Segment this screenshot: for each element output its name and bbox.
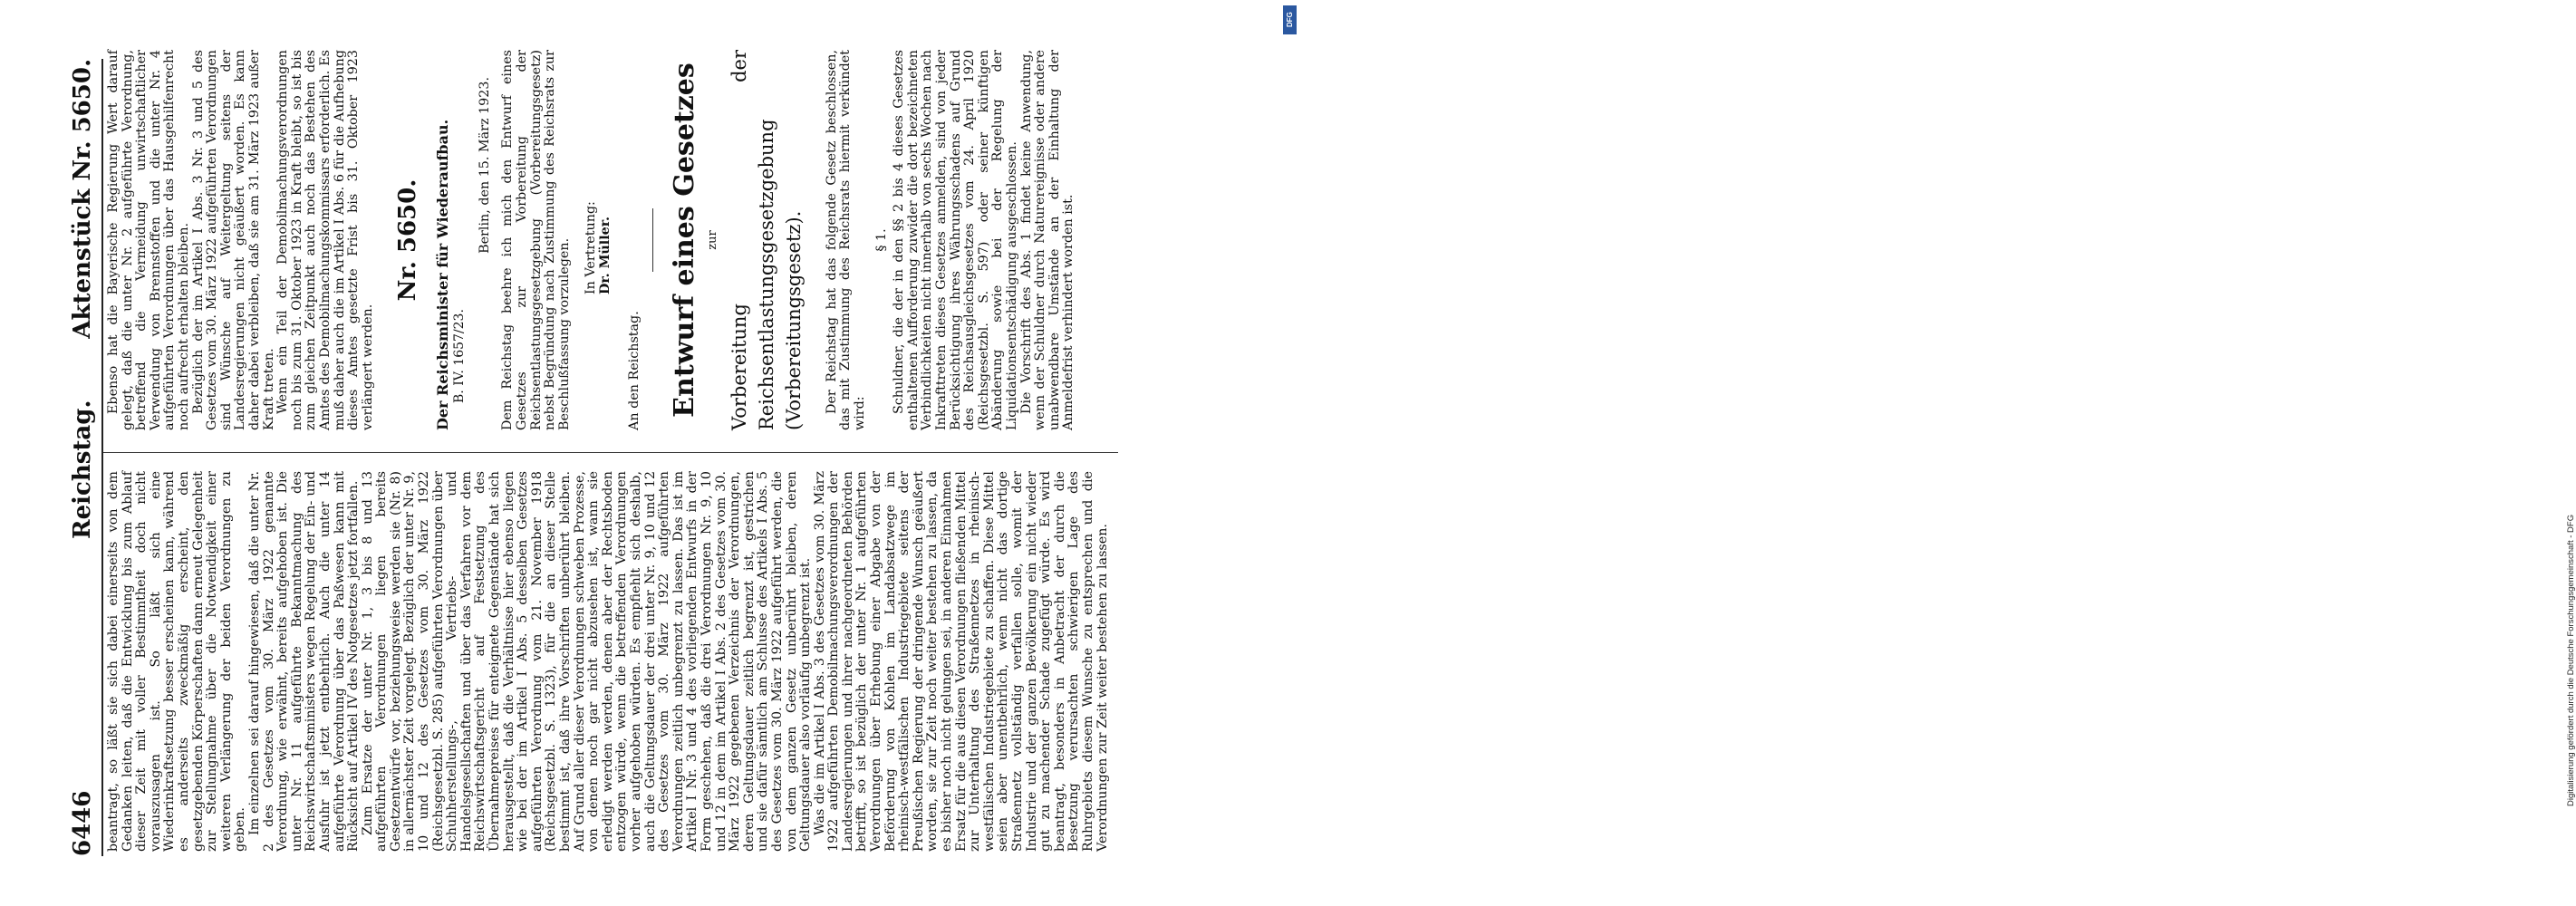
draft-title: Entwurf eines Gesetzes <box>669 63 701 418</box>
header-rule <box>101 59 103 856</box>
signature-line-1: In Vertretung: <box>584 201 599 294</box>
section-heading: § 1. <box>873 228 889 252</box>
document-number-title: Nr. 5650. <box>394 178 422 302</box>
right-column <box>107 50 1122 430</box>
dfg-logo-text: DFG <box>1286 12 1294 27</box>
left-paragraph: beantragt, so läßt sie sich dabei einerseits von dem Gedanken leiten, daß die Entwicklung bis zum Ablauf dieser Zeit mit voller Bestimmtheit doch nicht vorauszusagen ist. So läßt sich eine Wiederinkraftsetzung besser erscheinen kann, während es anderseits zweckmäßig erscheint, den gesetzgebenden Körperschaften dann erneut Gelegenheit zur Stellungnahme über die Notwendigkeit einer weiteren Verlängerung der beiden Verordnungen zu geben. <box>106 471 248 852</box>
column-divider <box>103 452 1118 453</box>
digitization-sidenote <box>1280 0 2576 906</box>
left-column <box>107 471 1122 852</box>
section-paragraph: Schuldner, die der in den §§ 2 bis 4 dieses Gesetzes enthaltenen Aufforderung zuwider die dort bezeichneten Verbindlichkeiten nicht innerhalb von sechs Wochen nach Inkrafttreten dieses Gesetzes anmelden, sind von jeder Berücksichtigung ihres Währungsschadens auf Grund des Reichsausgleichsgesetzes vom 24. April 1920 (Reichsgesetzbl. S. 597) oder seiner künftigen Abänderung sowie bei der Regelung der Liquidationsentschädigung ausgeschlossen. <box>892 49 1019 430</box>
right-intro-paragraph: Ebenso hat die Bayerische Regierung Wert darauf gelegt, daß die unter Nr. 2 aufgeführte Verordnung, betreffend die Vermeidung unwirtschaftlicher Verwendung von Brennstoffen und die unter Nr. 4 aufgeführten Verordnungen über das Hausgehilfenrecht noch aufrecht erhalten bleiben. <box>106 50 191 430</box>
header-left: Reichstag. <box>69 400 96 539</box>
right-intro-paragraph: Wenn ein Teil der Demobilmachungsverordnungen noch bis zum 31. Oktober 1923 in Kraft bleibt, so ist bis zum gleichen Zeitpunkt auch noch das Bestehen des Amtes des Demobilmachungskommissars erforderlich. Es muß daher auch die im Artikel I Abs. 6 für die Aufhebung dieses Amtes gesetzte Frist bis 31. Oktober 1923 verlängert werden. <box>275 50 375 430</box>
sidenote-text: Digitalisierung gefördert durch die Deutsche Forschungsgemeinschaft - DFG <box>2566 514 2576 806</box>
draft-zur: zur <box>706 230 720 250</box>
left-paragraph: Im einzelnen sei darauf hingewiesen, daß die unter Nr. 2 des Gesetzes vom 30. März 1922 genannte Verordnung, wie erwähnt, bereits aufgehoben ist. Die unter Nr. 11 aufgeführte Bekanntmachung des Reichswirtschaftsministers wegen Regelung der Ein- und Ausfuhr ist jetzt entbehrlich. Auch die unter 14 aufgeführte Verordnung über das Paßwesen kann mit Rücksicht auf Artikel IV des Notgesetzes jetzt fortfallen. <box>246 471 362 852</box>
letter-body: Dem Reichstag beehre ich mich den Entwurf eines Gesetzes zur Vorbereitung der Reichsentlastungsgesetzgebung (Vorbereitungsgesetz) nebst Begründung nach Zustimmung des Reichsrats zur Beschlußfassung vorzulegen. <box>500 50 572 430</box>
draft-subtitle: Vorbereitung der Reichsentlastungsgesetzgebung (Vorbereitungsgesetz). <box>728 50 805 430</box>
signature-line-2: Dr. Müller. <box>598 217 613 294</box>
addressee: An den Reichstag. <box>626 311 642 430</box>
sender: Der Reichsminister für Wiederaufbau. <box>434 119 452 430</box>
left-paragraph: Was die im Artikel I Abs. 3 des Gesetzes vom 30. März 1922 aufgeführten Demobilmachungsverordnungen der Landesregierungen und ihrer nachgeordneten Behörden betrifft, so ist bezüglich der unter Nr. 1 aufgeführten Verordnungen über Erhebung einer Abgabe von der Beförderung von Kohlen im Landabsatzwege im rheinisch-westfälischen Industriegebiete seitens der Preußischen Regierung der dringende Wunsch geäußert worden, sie zur Zeit noch weiter bestehen zu lassen, da es bisher noch nicht gelungen sei, in anderen Einnahmen Ersatz für die aus diesen Verordnungen fließenden Mittel zur Unterhaltung des Straßennetzes in rheinisch-westfälischen Industriegebiete zu schaffen. Diese Mittel seien aber unentbehrlich, wenn nicht das dortige Straßennetz vollständig verfallen solle, womit der Industrie und der ganzen Bevölkerung ein nicht wieder gut zu machender Schade zugefügt würde. Es wird beantragt, besonders in Anbetracht der durch die Besetzung verursachten schwierigen Lage des Ruhrgebiets diesem Wunsche zu entsprechen und die Verordnungen zur Zeit weiter bestehen zu lassen. <box>812 471 1110 852</box>
left-paragraph: Zum Ersatze der unter Nr. 1, 3 bis 8 und 13 aufgeführten Verordnungen liegen bereits Gesetzentwürfe vor, beziehungsweise werden sie (Nr. 8) in allernächster Zeit vorgelegt. Bezüglich der unter Nr. 9, 10 und 12 des Gesetzes vom 30. März 1922 (Reichsgesetzbl. S. 285) aufgeführten Verordnungen über Schuhherstellungs-, Vertriebs- und Handelsgesellschaften und über das Verfahren vor dem Reichswirtschaftsgericht auf Festsetzung des Übernahmepreises für enteignete Gegenstände hat sich herausgestellt, daß die Verhältnisse hier ebenso liegen wie bei der im Artikel I Abs. 5 desselben Gesetzes aufgeführten Verordnung vom 21. November 1918 (Reichsgesetzbl. S. 1323), für die an dieser Stelle bestimmt ist, daß ihre Vorschriften unberührt bleiben. Auf Grund aller dieser Verordnungen schweben Prozesse, von denen noch gar nicht abzusehen ist, wann sie erledigt werden werden, denen aber der Rechtsboden entzogen würde, wenn die betreffenden Verordnungen vorher aufgehoben würden. Es empfiehlt sich deshalb, auch die Geltungsdauer der drei unter Nr. 9, 10 und 12 des Gesetzes vom 30. März 1922 aufgeführten Verordnungen zeitlich unbegrenzt zu lassen. Das ist im Artikel I Nr. 3 und 4 des vorliegenden Entwurfs in der Form geschehen, daß die drei Verordnungen Nr. 9, 10 und 12 in dem im Artikel I Abs. 2 des Gesetzes vom 30. März 1922 gegebenen Verzeichnis der Verordnungen, deren Geltungsdauer zeitlich begrenzt ist, gestrichen und sie dafür sämtlich am Schlusse des Artikels I Abs. 5 des Gesetzes vom 30. März 1922 aufgeführt werden, die von dem ganzen Gesetz unberührt bleiben, deren Geltungsdauer also vorläufig unbegrenzt ist. <box>360 471 814 852</box>
reference-number: B. IV. 1657/23. <box>452 309 468 403</box>
page-header <box>69 59 100 856</box>
page-number: 6446 <box>69 790 96 856</box>
separator-rule <box>652 208 653 272</box>
right-intro-paragraph: Bezüglich der im Artikel I Abs. 3 Nr. 3 und 5 des Gesetzes vom 30. März 1922 aufgeführten Verordnungen sind Wünsche auf Weitergeltung seitens der Landesregierungen nicht geäußert worden. Es kann daher dabei verbleiben, daß sie am 31. März 1923 außer Kraft treten. <box>190 50 276 430</box>
letter-date: Berlin, den 15. März 1923. <box>477 77 492 254</box>
preamble: Der Reichstag hat das folgende Gesetz beschlossen, das mit Zustimmung des Reichsrats hiermit verkündet wird: <box>824 50 867 430</box>
dfg-logo <box>1283 5 1297 34</box>
header-right: Aktenstück Nr. 5650. <box>69 59 96 339</box>
section-paragraph: Die Vorschrift des Abs. 1 findet keine Anwendung, wenn der Schuldner durch Naturereignisse oder andere unabwendbare Umstände an der Einhaltung der Anmeldefrist verhindert worden ist. <box>1018 50 1076 430</box>
